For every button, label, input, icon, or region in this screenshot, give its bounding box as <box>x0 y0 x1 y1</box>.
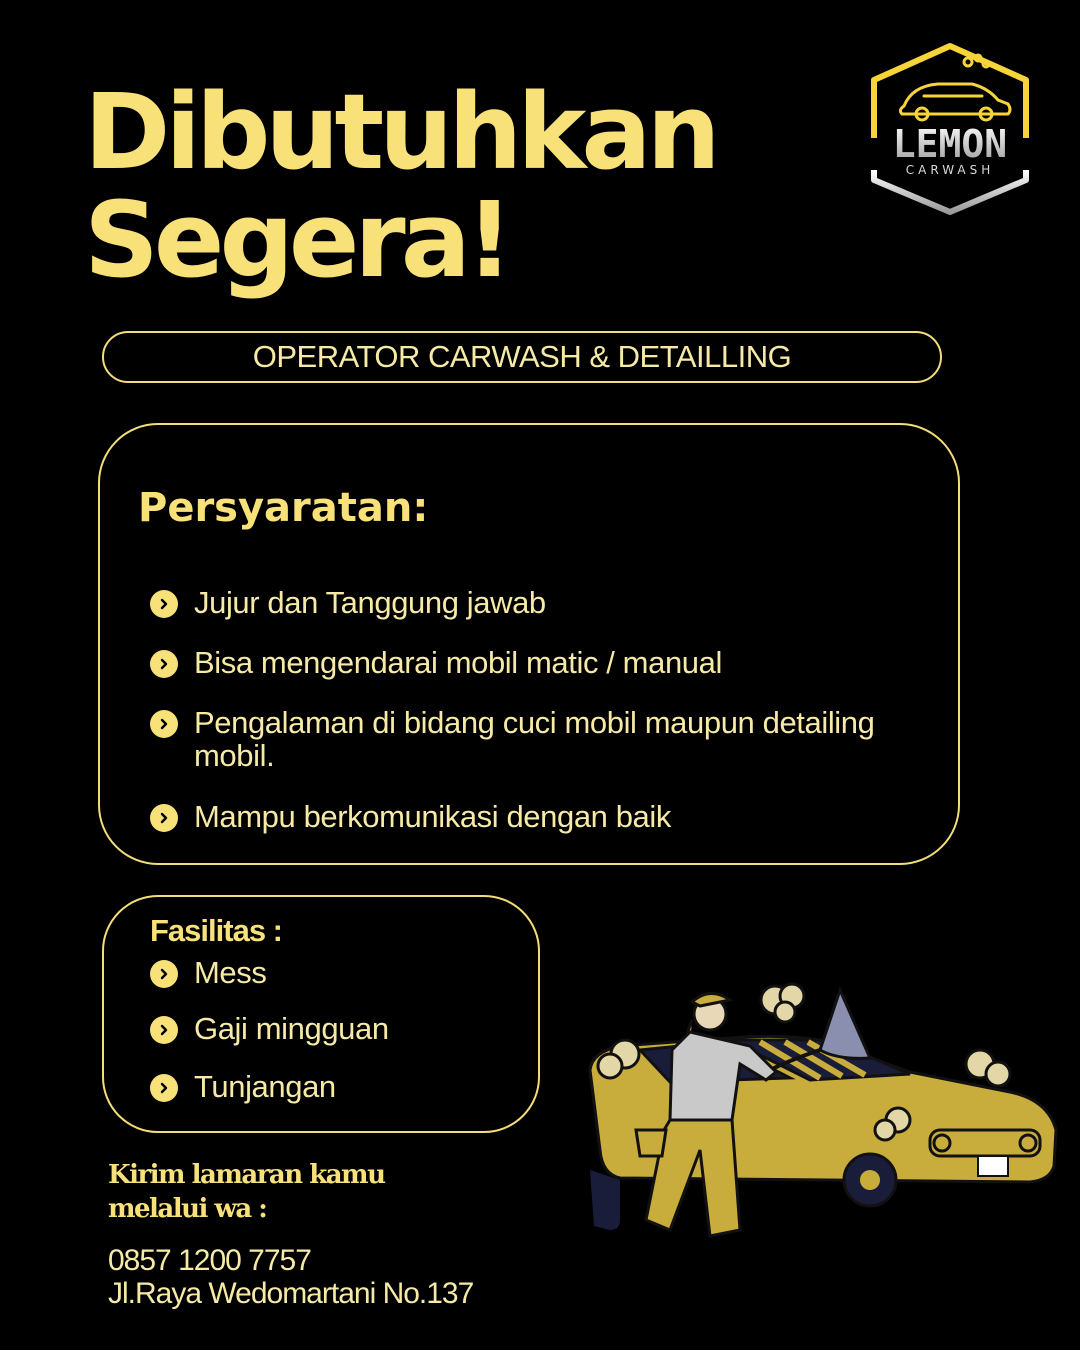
chevron-right-icon <box>150 960 178 988</box>
whatsapp-number: 0857 1200 7757 <box>108 1244 311 1277</box>
list-item <box>150 646 920 679</box>
list-item <box>150 586 920 619</box>
headline <box>84 71 716 301</box>
facility-text: Tunjangan <box>194 1069 336 1104</box>
chevron-right-icon <box>150 1074 178 1102</box>
requirement-text: Bisa mengendarai mobil matic / manual <box>194 645 722 680</box>
contact-label <box>108 1158 384 1226</box>
list-item <box>150 956 266 989</box>
requirement-text: Mampu berkomunikasi dengan baik <box>194 799 671 834</box>
chevron-right-icon <box>150 710 178 738</box>
car-washing-illustration <box>580 980 1070 1280</box>
chevron-right-icon <box>150 590 178 618</box>
list-item <box>150 1012 389 1045</box>
headline-line-1: Dibutuhkan <box>84 71 716 193</box>
logo-brand: LEMON <box>892 122 1008 166</box>
facility-text: Gaji mingguan <box>194 1011 389 1046</box>
requirement-text: Pengalaman di bidang cuci mobil maupun detailing mobil. <box>194 705 875 773</box>
contact-label-line-1: Kirim lamaran kamu <box>108 1160 385 1190</box>
list-item <box>150 1070 336 1103</box>
requirements-title: Persyaratan: <box>138 485 429 531</box>
position-title: OPERATOR CARWASH & DETAILLING <box>252 339 792 374</box>
list-item <box>150 800 920 833</box>
chevron-right-icon <box>150 804 178 832</box>
chevron-right-icon <box>150 1016 178 1044</box>
address: Jl.Raya Wedomartani No.137 <box>108 1277 474 1310</box>
position-banner <box>102 331 942 383</box>
requirement-text: Jujur dan Tanggung jawab <box>194 585 546 620</box>
headline-line-2: Segera! <box>84 179 509 301</box>
list-item <box>150 706 920 772</box>
lemon-carwash-logo <box>864 40 1040 216</box>
logo-subtitle: CARWASH <box>905 163 995 177</box>
chevron-right-icon <box>150 650 178 678</box>
facility-text: Mess <box>194 955 267 990</box>
facilities-title: Fasilitas : <box>150 913 282 948</box>
contact-label-line-2: melalui wa : <box>108 1194 267 1224</box>
